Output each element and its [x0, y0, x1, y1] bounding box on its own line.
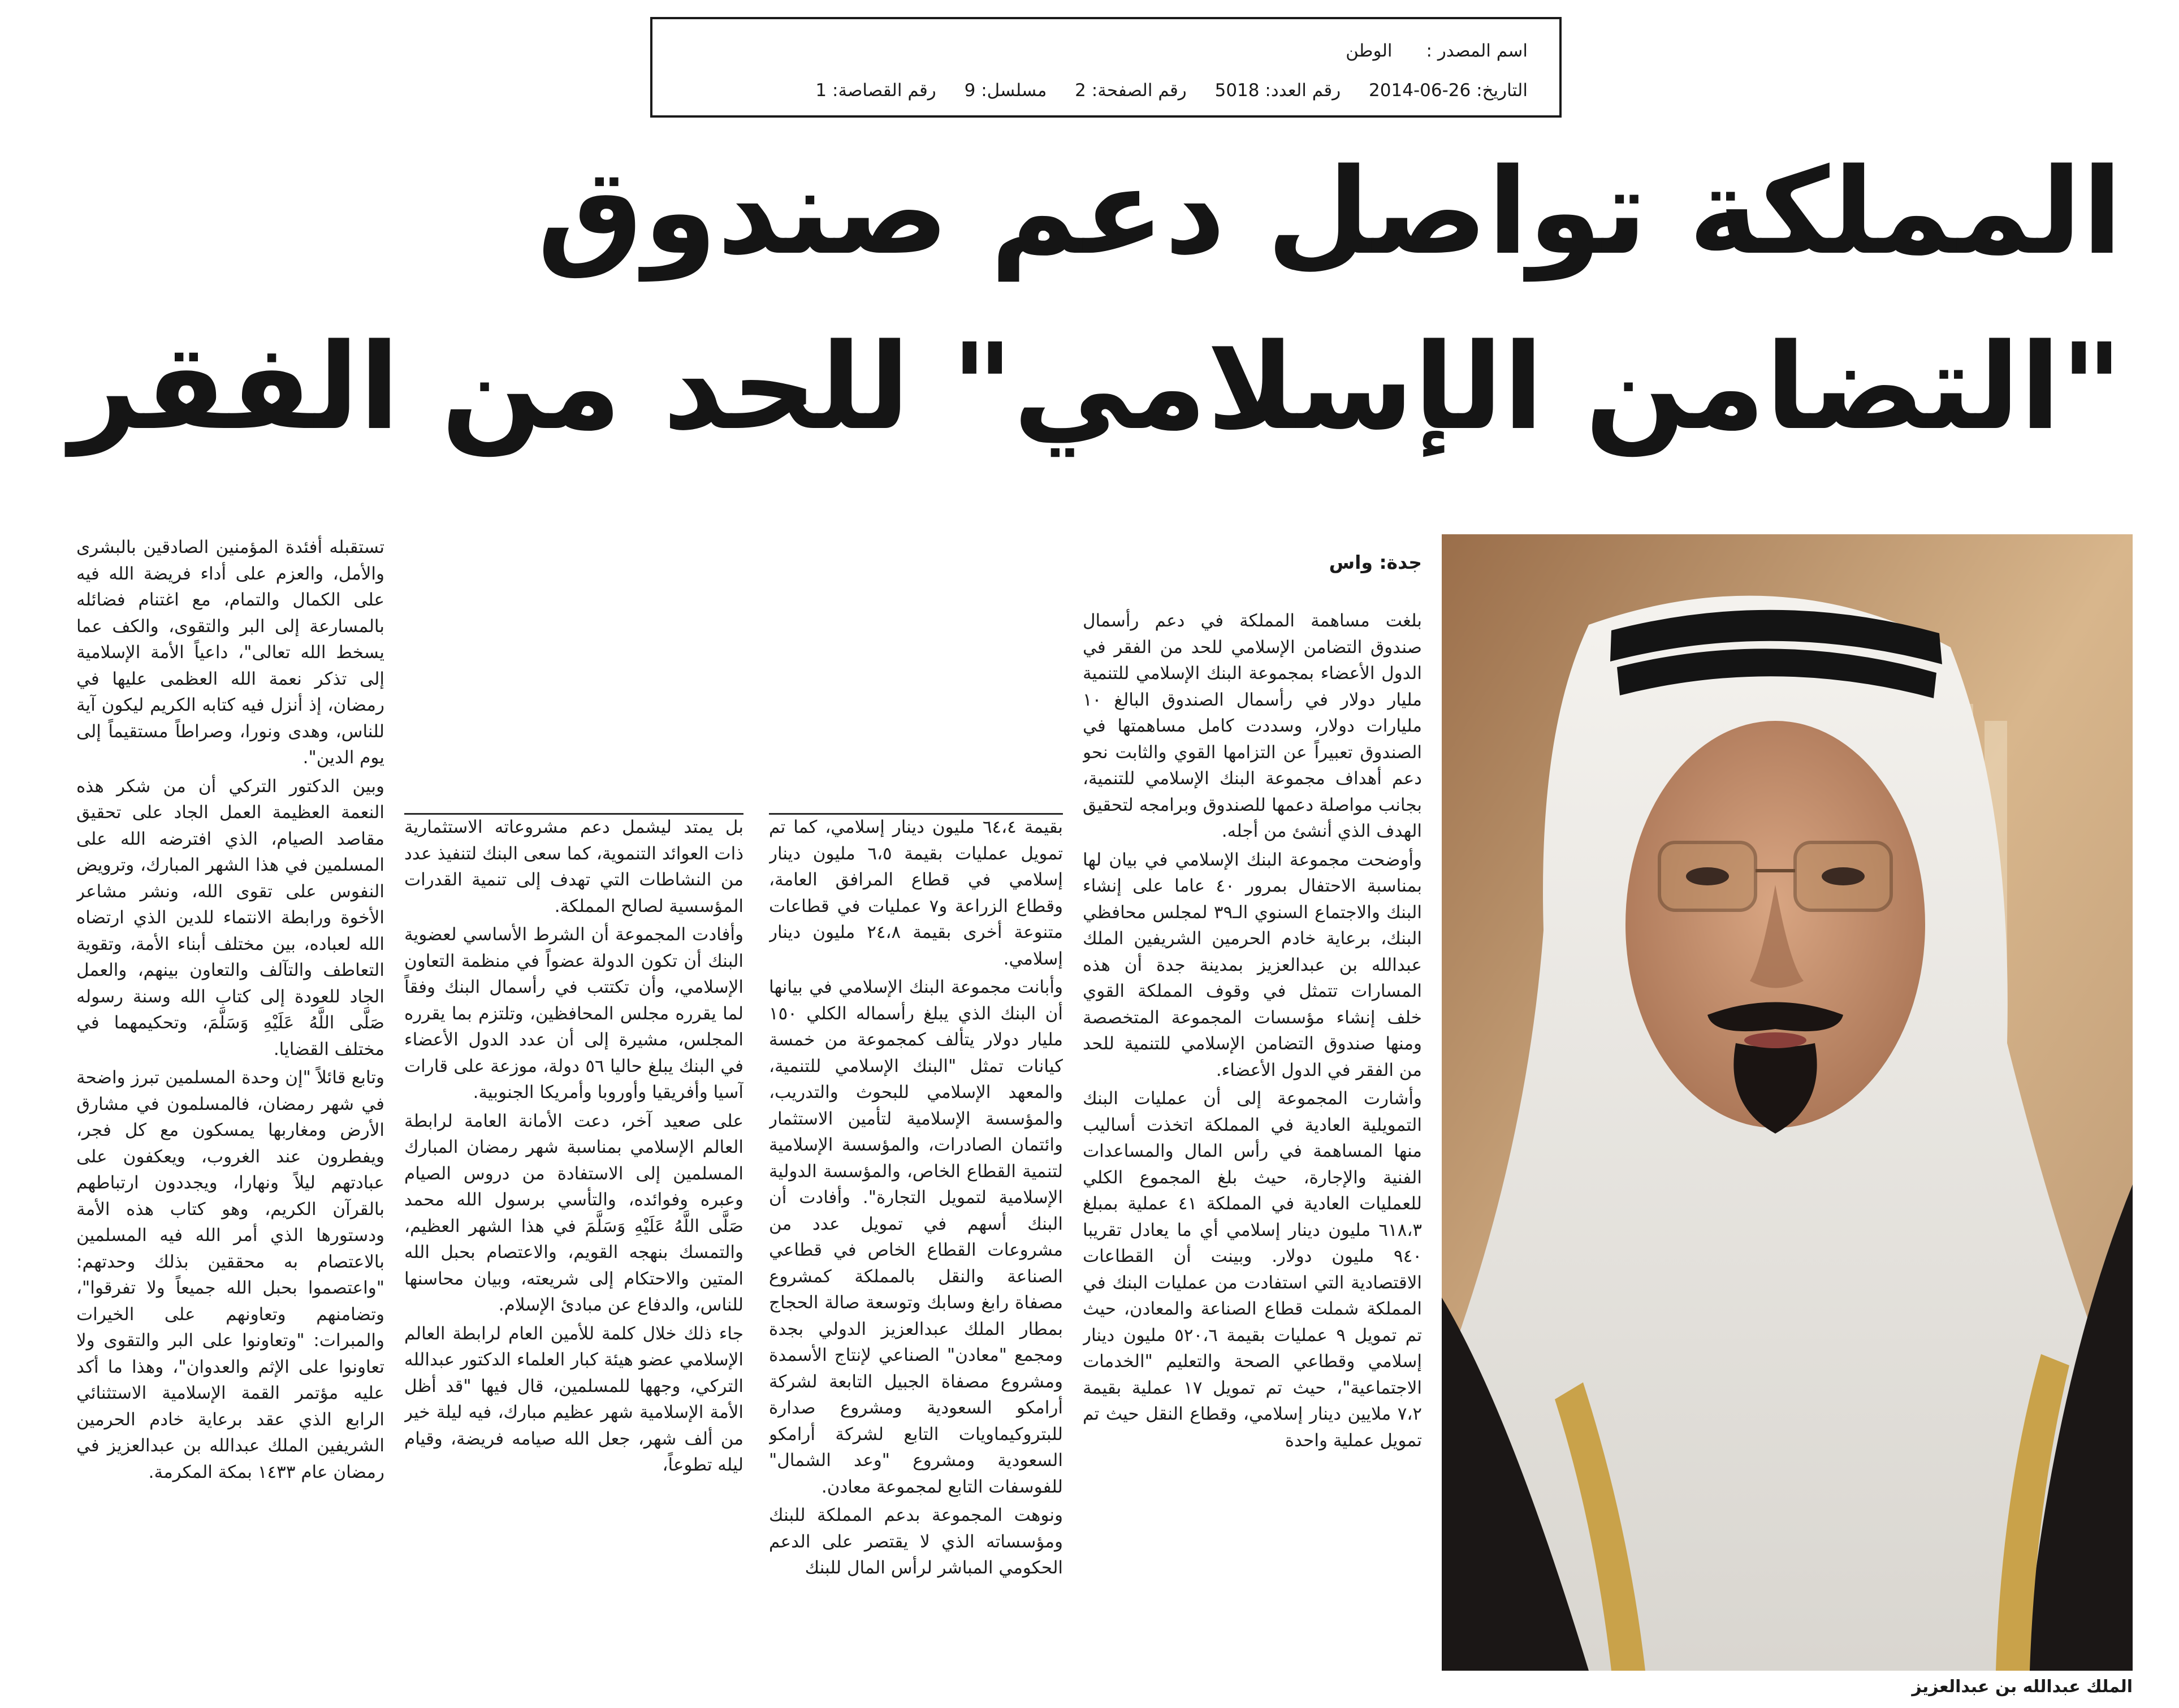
- date-value: 2014-06-26: [1369, 80, 1471, 101]
- portrait-illustration: [1442, 534, 2133, 1671]
- paragraph: تستقبله أفئدة المؤمنين الصادقين بالبشرى والأمل، والعزم على أداء فريضة الله فيه على الكمال والتمام، مع اغتنام فضائله بالمسارعة إلى البر والتقوى، والكف عما يسخط الله تعالى"، داعياً الأمة الإسلامية إلى تذكر نعمة الله العظمى عليها في رمضان، إذ أنزل فيه كتابه الكريم ليكون آية للناس، وهدى ونورا، وصراطاً مستقيماً إلى يوم الدين".: [76, 537, 384, 768]
- paragraph: على صعيد آخر، دعت الأمانة العامة لرابطة العالم الإسلامي بمناسبة شهر رمضان المبارك المسلمين إلى الاستفادة من دروس الصيام وعبره وفوائده، والتأسي برسول الله محمد صَلَّى اللَّهُ عَلَيْهِ وَسَلَّمَ في هذا الشهر العظيم، والتمسك بنهجه القويم، والاعتصام بحبل الله المتين والاحتكام إلى شريعته، وبيان محاسنها للناس، والدفاع عن مبادئ الإسلام.: [404, 1110, 743, 1315]
- paragraph: وأبانت مجموعة البنك الإسلامي في بيانها أن البنك الذي يبلغ رأسماله الكلي ١٥٠ مليار دولار يتألف كمجموعة من خمسة كيانات تمثل "البنك الإسلامي للتنمية، والمعهد الإسلامي للبحوث والتدريب، والمؤسسة الإسلامية لتأمين الاستثمار وائتمان الصادرات، والمؤسسة الإسلامية لتنمية القطاع الخاص، والمؤسسة الدولية الإسلامية لتمويل التجارة". وأفادت أن البنك أسهم في تمويل عدد من مشروعات القطاع الخاص في قطاعي الصناعة والنقل بالمملكة كمشروع مصفاة رابغ وسابك وتوسعة صالة الحجاج بمطار الملك عبدالعزيز الدولي بجدة ومجمع "معادن" الصناعي لإنتاج الأسمدة ومشروع مصفاة الجبيل التابعة لشركة أرامكو السعودية ومشروع صدارة للبتروكيماويات التابع لشركة أرامكو السعودية ومشروع "وعد الشمال" للفوسفات التابع لمجموعة معادن.: [769, 977, 1063, 1497]
- source-name-label: اسم المصدر :: [1426, 41, 1528, 61]
- byline: جدة: واس: [1329, 551, 1422, 573]
- headline-line-2: "التضامن الإسلامي" للحد من الفقر: [70, 318, 2122, 456]
- paragraph: بلغت مساهمة المملكة في دعم رأسمال صندوق التضامن الإسلامي للحد من الفقر في الدول الأعضاء بمجموعة البنك الإسلامي للتنمية مليار دولار في رأسمال الصندوق البالغ ١٠ مليارات دولار، وسددت كامل مساهمتها في الصندوق تعبيراً عن التزامها القوي والثابت نحو دعم أهداف مجموعة البنك الإسلامي للتنمية، بجانب مواصلة دعمها للصندوق وبرامجه لتحقيق الهدف الذي أنشئ من أجله.: [1083, 611, 1422, 841]
- issue-label: رقم العدد:: [1265, 80, 1341, 101]
- serial-value: 9: [964, 80, 976, 101]
- paragraph: بل يمتد ليشمل دعم مشروعاته الاستثمارية ذات العوائد التنموية، كما سعى البنك لتنفيذ عدد من النشاطات التي تهدف إلى تنمية القدرات المؤسسية لصالح المملكة.: [404, 817, 743, 916]
- paragraph: جاء ذلك خلال كلمة للأمين العام لرابطة العالم الإسلامي عضو هيئة كبار العلماء الدكتور عبدالله التركي، وجهها للمسلمين، قال فيها "قد أظل الأمة الإسلامية شهر عظيم مبارك، فيه ليلة خير من ألف شهر، جعل الله صيامه فريضة، وقيام ليله تطوعاً،: [404, 1323, 743, 1475]
- article-column-1: [1083, 608, 1422, 1671]
- source-name-row: [1346, 41, 1528, 61]
- page-label: رقم الصفحة:: [1091, 80, 1187, 101]
- paragraph: وأوضحت مجموعة البنك الإسلامي في بيان لها بمناسبة الاحتفال بمرور ٤٠ عاما على إنشاء البنك والاجتماع السنوي الـ٣٩ لمجلس محافظي البنك، برعاية خادم الحرمين الشريفين الملك عبدالله بن عبدالعزيز بمدينة جدة أن هذه المسارات تتمثل في وقوف المملكة القوي خلف إنشاء مؤسسات المجموعة المتخصصة ومنها صندوق التضامن الإسلامي للتنمية للحد من الفقر في الدول الأعضاء.: [1083, 849, 1422, 1080]
- headline-line-1: المملكة تواصل دعم صندوق: [537, 142, 2122, 281]
- date-label: التاريخ:: [1476, 80, 1528, 101]
- king-portrait-photo: [1442, 534, 2133, 1671]
- source-info-box: [650, 17, 1562, 118]
- source-name-value: الوطن: [1346, 41, 1393, 61]
- paragraph: وبين الدكتور التركي أن من شكر هذه النعمة العظيمة العمل الجاد على تحقيق مقاصد الصيام، الذي افترضه الله على المسلمين في هذا الشهر المبارك، وترويض النفوس على تقوى الله، ونشر مشاعر الأخوة ورابطة الانتماء للدين الذي ارتضاه الله لعباده، بين مختلف أبناء الأمة، وتقوية التعاطف والتآلف والتعاون بينهم، والعمل الجاد للعودة إلى كتاب الله وسنة رسوله صَلَّى اللَّهُ عَلَيْهِ وَسَلَّمَ، وتحكيمهما في مختلف القضايا.: [76, 776, 384, 1060]
- serial-label: مسلسل:: [981, 80, 1047, 101]
- article-column-4: [76, 534, 384, 1671]
- source-meta-row: [815, 80, 1528, 101]
- clip-value: 1: [815, 80, 827, 101]
- paragraph: وتابع قائلاً "إن وحدة المسلمين تبرز واضحة في شهر رمضان، فالمسلمون في مشارق الأرض ومغاربها يمسكون مع كل فجر، ويفطرون عند الغروب، ويعكفون على عبادتهم ليلاً ونهارا، ويجددون ارتباطهم بالقرآن الكريم، وهو كتاب هذه الأمة ودستورها الذي أمر الله فيه المسلمين بالاعتصام به محققين بذلك وحدتهم: "واعتصموا بحبل الله جميعاً ولا تفرقوا"، وتضامنهم وتعاونهم على الخيرات والمبرات: "وتعاونوا على البر والتقوى ولا تعاونوا على الإثم والعدوان"، وهذا ما أكد عليه مؤتمر القمة الإسلامية الاستثنائي الرابع الذي عقد برعاية خادم الحرمين الشريفين الملك عبدالله بن عبدالعزيز في رمضان عام ١٤٣٣ بمكة المكرمة.: [76, 1067, 384, 1482]
- article-column-3: [404, 814, 743, 1671]
- issue-value: 5018: [1214, 80, 1260, 101]
- clip-label: رقم القصاصة:: [832, 80, 936, 101]
- paragraph: بقيمة ٦٤،٤ مليون دينار إسلامي، كما تم تمويل عمليات بقيمة ٦،٥ مليون دينار إسلامي في قطاع المرافق العامة، وقطاع الزراعة و٧ عمليات في قطاعات متنوعة أخرى بقيمة ٢٤،٨ مليون دينار إسلامي.: [769, 817, 1063, 969]
- paragraph: وأشارت المجموعة إلى أن عمليات البنك التمويلية العادية في المملكة اتخذت أساليب منها المساهمة في رأس المال والمساعدات الفنية والإجارة، حيث بلغ المجموع الكلي للعمليات العادية في المملكة ٤١ عملية بمبلغ ٦١٨،٣ مليون دينار إسلامي أي ما يعادل تقريبا ٩٤٠ مليون دولار. وبينت أن القطاعات الاقتصادية التي استفادت من عمليات البنك في المملكة شملت قطاع الصناعة والمعادن، حيث تم تمويل ٩ عمليات بقيمة ٥٢٠،٦ مليون دينار إسلامي وقطاعي الصحة والتعليم "الخدمات الاجتماعية"، حيث تم تمويل ١٧ عملية بقيمة ٧،٢ ملايين دينار إسلامي، وقطاع النقل حيث تم تمويل عملية واحدة: [1083, 1088, 1422, 1451]
- paragraph: وأفادت المجموعة أن الشرط الأساسي لعضوية البنك أن تكون الدولة عضواً في منظمة التعاون الإسلامي، وأن تكتتب في رأسمال البنك وفقاً لما يقرره مجلس المحافظين، وتلتزم بما يقرره المجلس، مشيرة إلى أن عدد الدول الأعضاء في البنك يبلغ حاليا ٥٦ دولة، موزعة على قارات آسيا وأفريقيا وأوروبا وأمريكا الجنوبية.: [404, 924, 743, 1102]
- paragraph: ونوهت المجموعة بدعم المملكة للبنك ومؤسساته الذي لا يقتصر على الدعم الحكومي المباشر لرأس المال للبنك: [769, 1505, 1063, 1578]
- photo-caption: الملك عبدالله بن عبدالعزيز: [1912, 1677, 2133, 1697]
- article-column-2: [769, 814, 1063, 1671]
- page-value: 2: [1075, 80, 1086, 101]
